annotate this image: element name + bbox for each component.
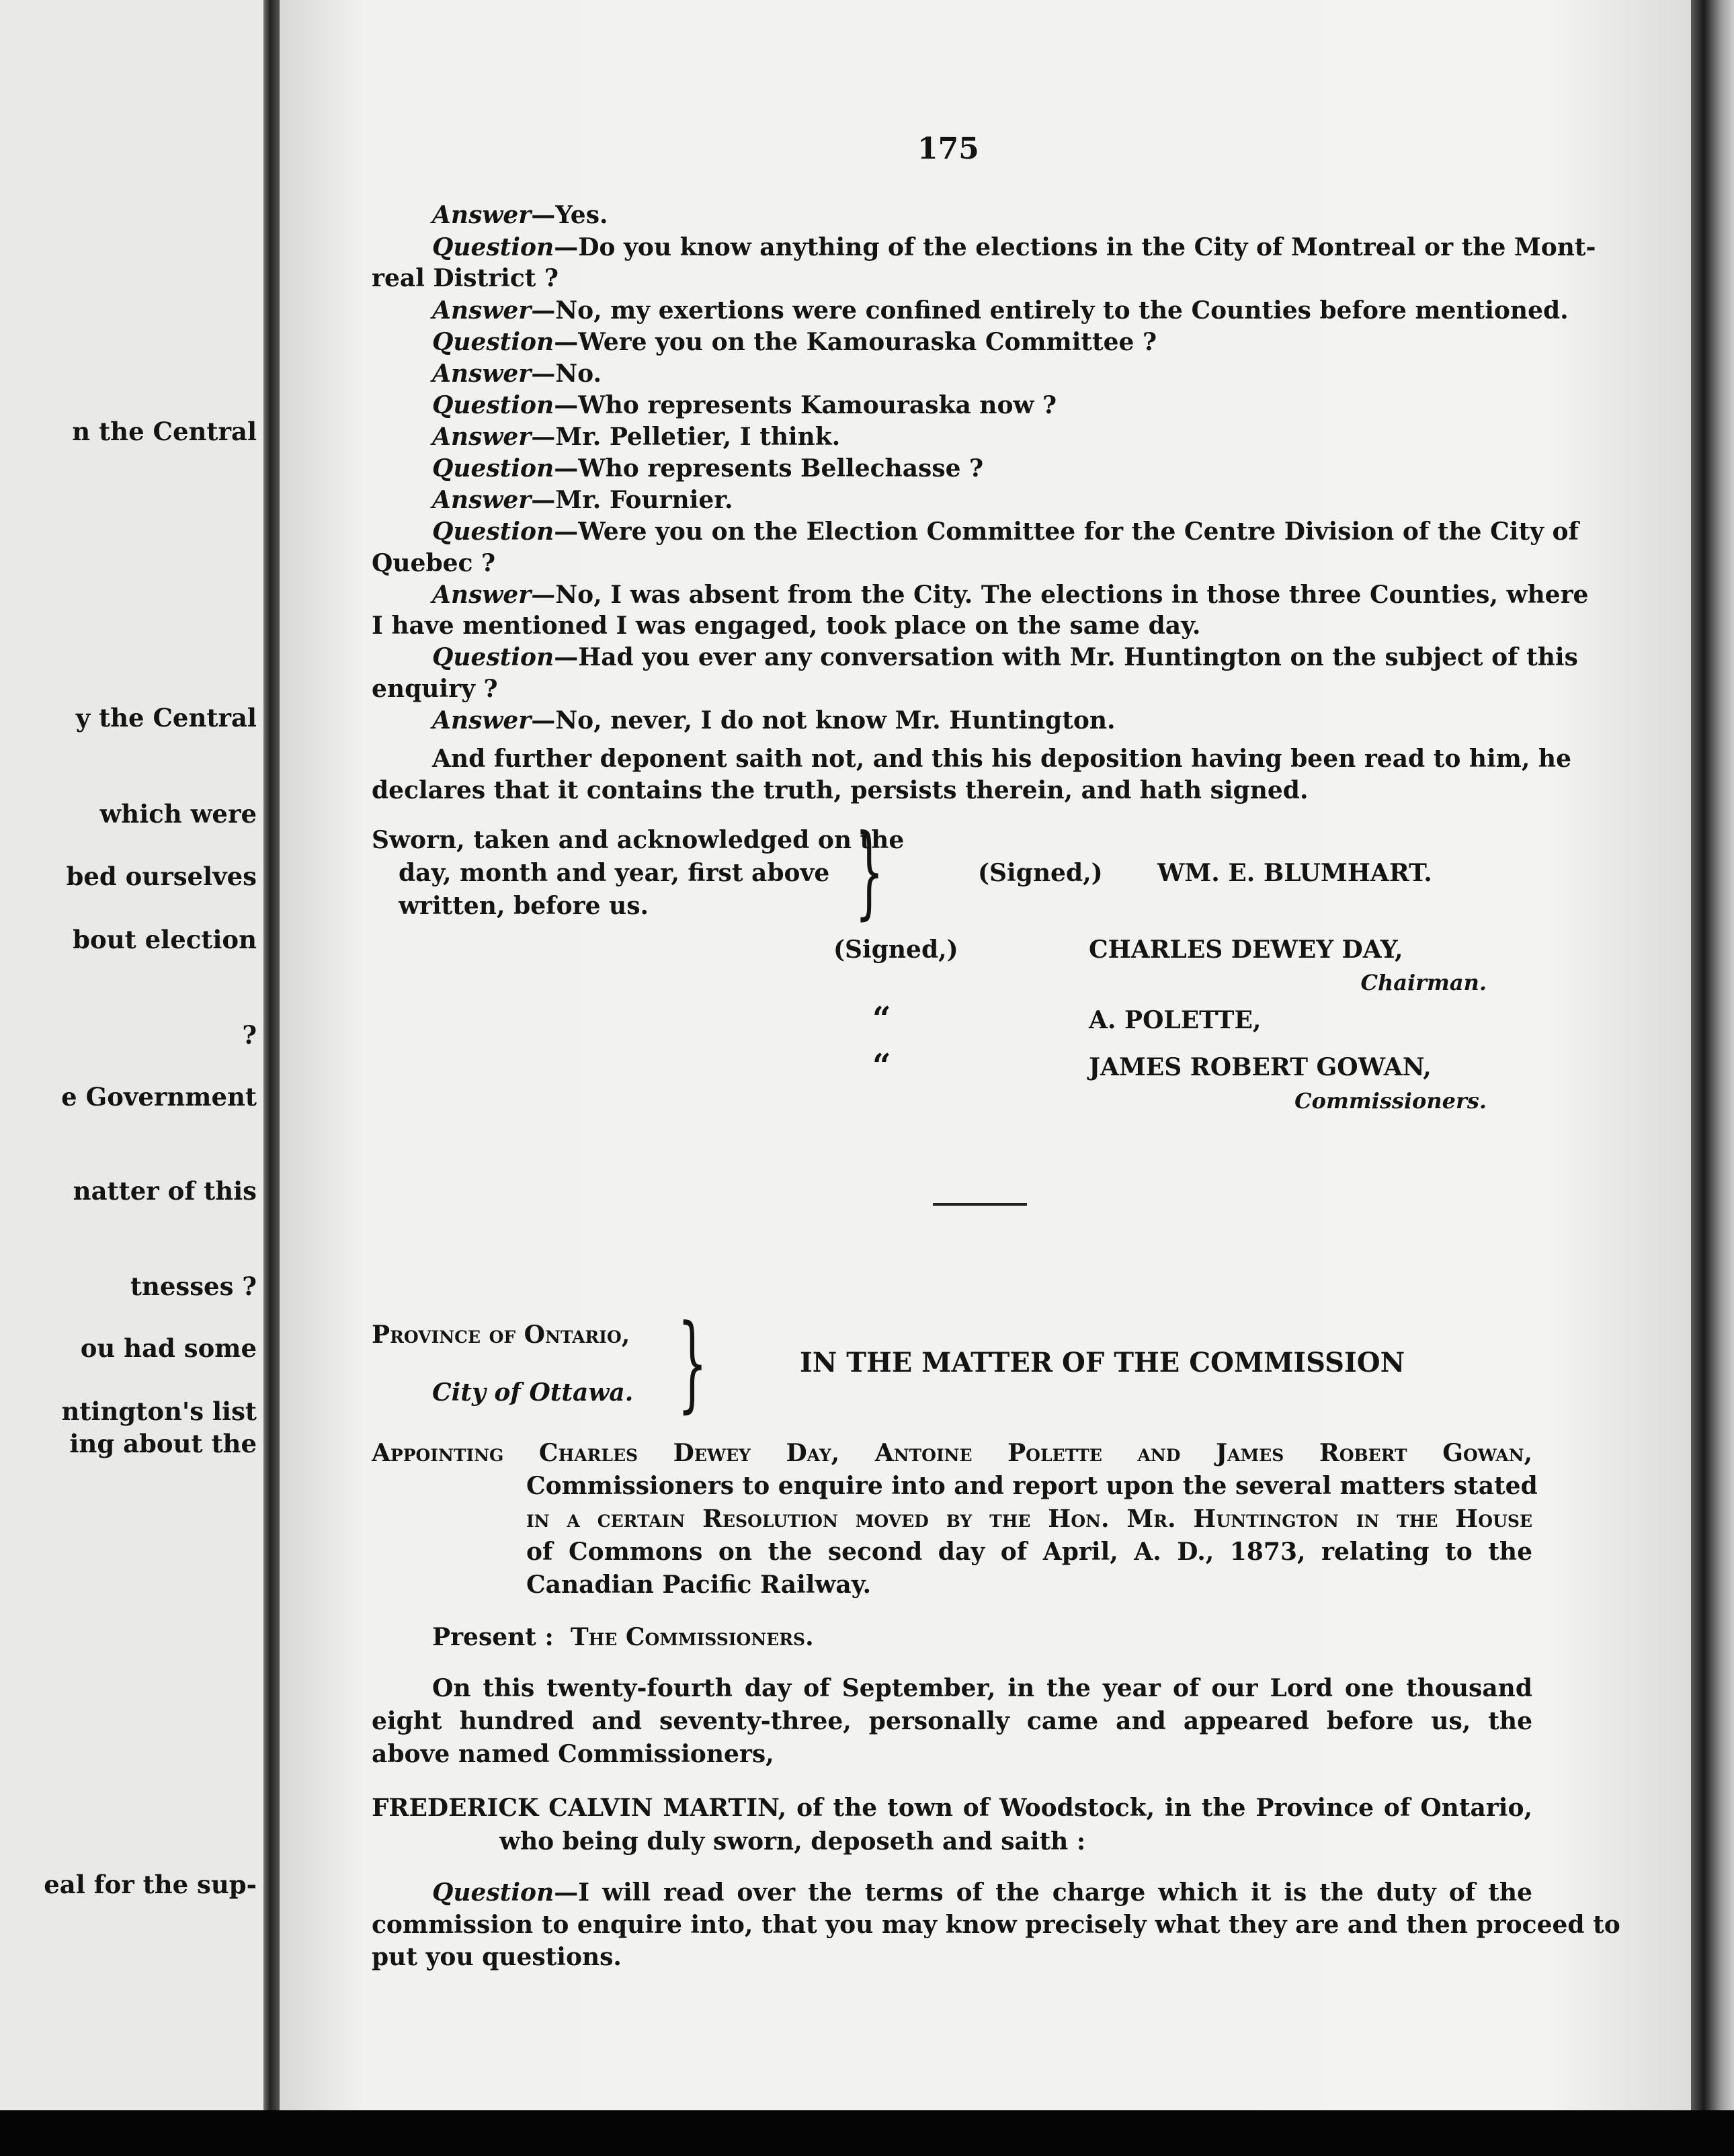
appointing-line: Canadian Pacific Railway. (526, 1571, 872, 1599)
testimony-line: Answer—Mr. Fournier. (432, 486, 733, 514)
commission-heading: IN THE MATTER OF THE COMMISSION (800, 1347, 1405, 1378)
signed-label: (Signed,) (833, 936, 958, 964)
ditto-mark: “ (872, 1047, 891, 1085)
left-fragment-line: ou had some (80, 1333, 257, 1363)
left-fragment-line: e Government (61, 1082, 257, 1112)
testimony-line: Answer—Mr. Pelletier, I think. (432, 423, 841, 451)
left-fragment-line: natter of this (73, 1176, 257, 1206)
curly-brace: } (677, 1302, 708, 1423)
appointing-line: of Commons on the second day of April, A. D., 1873, relating to the (526, 1538, 1532, 1566)
left-fragment-line: ntington's list (61, 1397, 257, 1426)
testimony-line: Answer—No, never, I do not know Mr. Huntington. (432, 706, 1116, 735)
left-fragment-line: y the Central (75, 703, 257, 733)
testimony-line: Question—Who represents Bellechasse ? (432, 454, 984, 483)
sworn-line: written, before us. (399, 892, 649, 920)
date-paragraph-line: eight hundred and seventy-three, personally came and appeared before us, the (372, 1707, 1532, 1735)
left-fragment-line: eal for the sup- (44, 1870, 257, 1899)
testimony-line: Question—Who represents Kamouraska now ? (432, 391, 1057, 419)
witness-line: FREDERICK CALVIN MARTIN, of the town of Woodstock, in the Province of Ontario, (372, 1794, 1532, 1822)
scan-border (0, 2110, 1734, 2156)
sworn-line: day, month and year, first above (399, 859, 830, 887)
question-line: Question—I will read over the terms of the charge which it is the duty of the (432, 1878, 1532, 1907)
left-fragment-line: bout election (73, 925, 257, 954)
date-paragraph-line: On this twenty-fourth day of September, in the year of our Lord one thousand (432, 1674, 1532, 1702)
testimony-line: Question—Were you on the Kamouraska Committee ? (432, 328, 1157, 356)
section-divider (933, 1203, 1027, 1206)
appointing-line: in a certain Resolution moved by the Hon. Mr. Huntington in the House (526, 1505, 1532, 1533)
chairman-title: Chairman. (1360, 970, 1487, 995)
testimony-continuation: I have mentioned I was engaged, took place on the same day. (372, 612, 1201, 640)
closing-statement-line: declares that it contains the truth, persists therein, and hath signed. (372, 776, 1309, 804)
appointing-line: Commissioners to enquire into and report upon the several matters stated (526, 1472, 1538, 1500)
left-fragment-line: which were (99, 799, 257, 829)
left-fragment-line: tnesses ? (130, 1272, 257, 1301)
question-line: put you questions. (372, 1943, 622, 1971)
testimony-continuation: Quebec ? (372, 549, 496, 577)
chairman-name: CHARLES DEWEY DAY, (1089, 936, 1403, 964)
date-paragraph-line: above named Commissioners, (372, 1740, 774, 1768)
closing-statement-line: And further deponent saith not, and this his deposition having been read to him, he (432, 745, 1571, 773)
present-line: Present : The Commissioners. (432, 1623, 814, 1651)
appointing-line: Appointing Charles Dewey Day, Antoine Polette and James Robert Gowan, (372, 1439, 1532, 1467)
witness-line: who being duly sworn, deposeth and saith : (499, 1827, 1086, 1856)
testimony-line: Answer—Yes. (432, 201, 608, 229)
commissioner-name: JAMES ROBERT GOWAN, (1089, 1053, 1432, 1081)
testimony-line: Answer—No, my exertions were confined entirely to the Counties before mentioned. (432, 296, 1569, 325)
commissioner-name: A. POLETTE, (1089, 1006, 1262, 1034)
testimony-continuation: real District ? (372, 264, 559, 292)
signed-label: (Signed,) (978, 859, 1103, 887)
left-fragment-line: ing about the (69, 1429, 257, 1458)
province-label: Province of Ontario, (372, 1321, 630, 1349)
left-fragment-line: ? (242, 1020, 257, 1050)
city-label: City of Ottawa. (432, 1378, 634, 1407)
testimony-line: Answer—No, I was absent from the City. The elections in those three Counties, where (432, 581, 1589, 609)
ditto-mark: “ (872, 1000, 891, 1038)
sworn-line: Sworn, taken and acknowledged on the (372, 826, 905, 854)
testimony-line: Question—Had you ever any conversation with Mr. Huntington on the subject of this (432, 643, 1578, 671)
testimony-line: Question—Were you on the Election Committee for the Centre Division of the City of (432, 517, 1579, 546)
question-line: commission to enquire into, that you may know precisely what they are and then proceed to (372, 1911, 1620, 1939)
testimony-continuation: enquiry ? (372, 675, 498, 703)
testimony-line: Answer—No. (432, 360, 602, 388)
commissioners-title: Commissioners. (1294, 1088, 1487, 1114)
deponent-signature: WM. E. BLUMHART. (1157, 859, 1432, 887)
testimony-line: Question—Do you know anything of the elections in the City of Montreal or the Mont- (432, 233, 1596, 261)
curly-brace: } (855, 813, 884, 930)
left-fragment-line: bed ourselves (66, 862, 257, 891)
page-number: 175 (917, 132, 979, 166)
left-fragment-line: n the Central (72, 417, 257, 446)
